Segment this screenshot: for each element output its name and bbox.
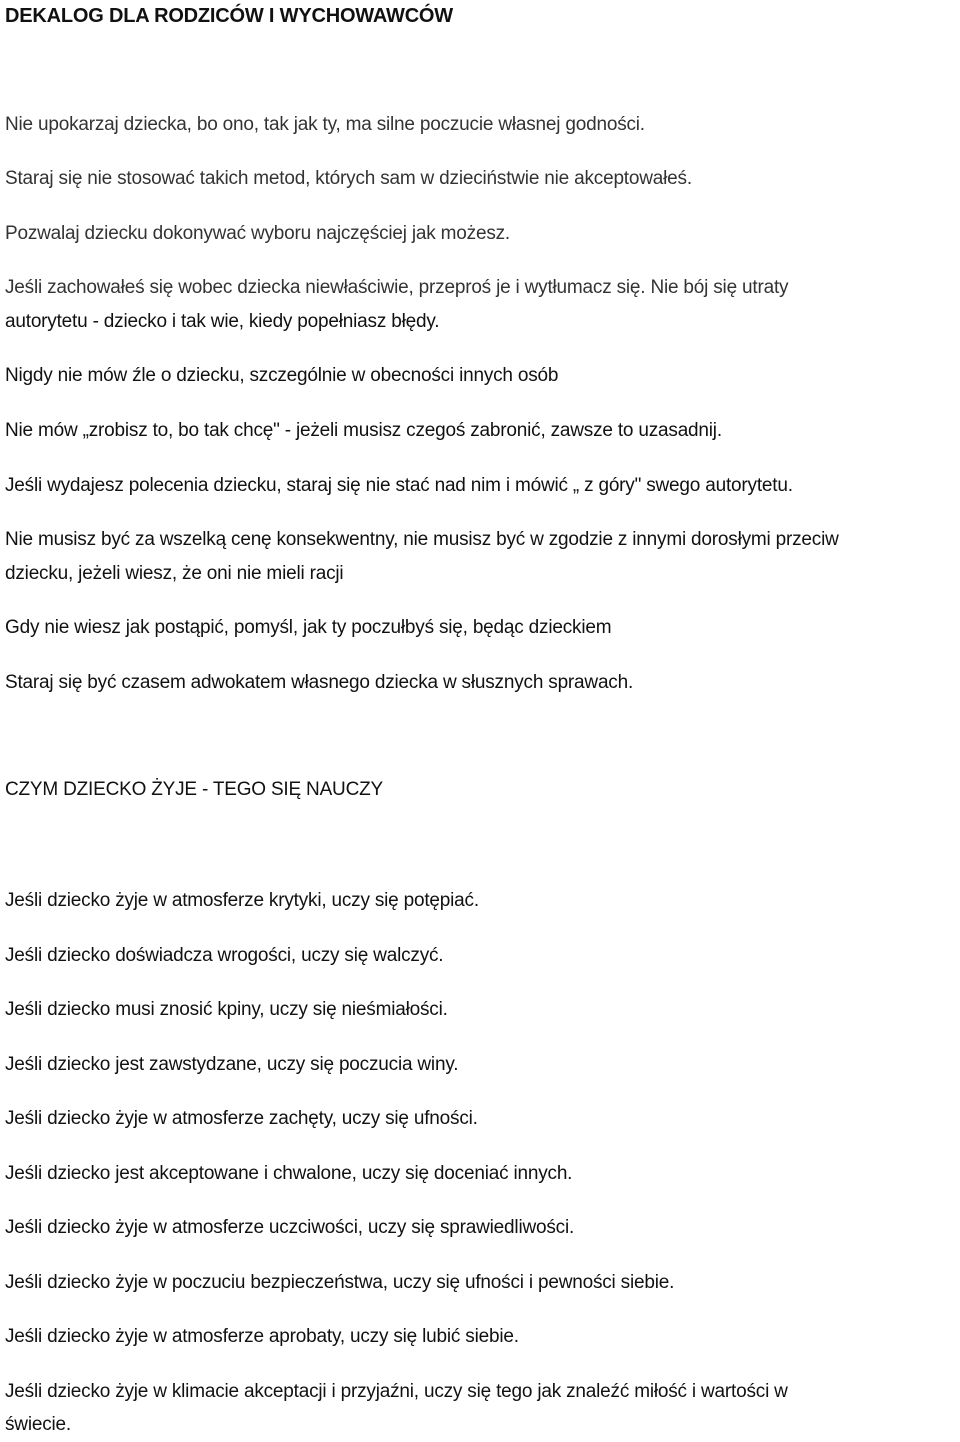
rule-line: Nigdy nie mów źle o dziecku, szczególnie w obecności innych osób <box>5 365 559 386</box>
rule-line: Jeśli zachowałeś się wobec dziecka niewłaściwie, przeproś je i wytłumacz się. Nie bój się utraty <box>5 277 789 298</box>
rule-line: Staraj się być czasem adwokatem własnego dziecka w słusznych sprawach. <box>5 672 634 693</box>
rule-line: Nie upokarzaj dziecka, bo ono, tak jak ty, ma silne poczucie własnej godności. <box>5 114 645 135</box>
saying-line: Jeśli dziecko żyje w atmosferze zachęty, uczy się ufności. <box>5 1108 478 1129</box>
saying-line: Jeśli dziecko żyje w atmosferze krytyki, uczy się potępiać. <box>5 890 479 911</box>
rule-line: Nie musisz być za wszelką cenę konsekwentny, nie musisz być w zgodzie z innymi dorosłymi przeciw <box>5 529 839 550</box>
saying-line: Jeśli dziecko musi znosić kpiny, uczy się nieśmiałości. <box>5 999 448 1020</box>
saying-line: Jeśli dziecko doświadcza wrogości, uczy się walczyć. <box>5 945 444 966</box>
saying-line: świecie. <box>5 1414 71 1435</box>
saying-line: Jeśli dziecko jest zawstydzane, uczy się poczucia winy. <box>5 1054 459 1075</box>
rule-line: autorytetu - dziecko i tak wie, kiedy popełniasz błędy. <box>5 311 440 332</box>
rule-line: dziecku, jeżeli wiesz, że oni nie mieli racji <box>5 563 344 584</box>
saying-line: Jeśli dziecko żyje w poczuciu bezpieczeństwa, uczy się ufności i pewności siebie. <box>5 1272 675 1293</box>
section-subtitle: CZYM DZIECKO ŻYJE - TEGO SIĘ NAUCZY <box>5 779 383 800</box>
rule-line: Nie mów „zrobisz to, bo tak chcę" - jeżeli musisz czegoś zabronić, zawsze to uzasadnij. <box>5 420 722 441</box>
rule-line: Gdy nie wiesz jak postąpić, pomyśl, jak ty poczułbyś się, będąc dzieckiem <box>5 617 612 638</box>
saying-line: Jeśli dziecko żyje w atmosferze aprobaty, uczy się lubić siebie. <box>5 1326 519 1347</box>
rule-line: Jeśli wydajesz polecenia dziecku, staraj się nie stać nad nim i mówić „ z góry" swego autorytetu. <box>5 475 793 496</box>
rule-line: Pozwalaj dziecku dokonywać wyboru najczęściej jak możesz. <box>5 223 510 244</box>
rule-line: Staraj się nie stosować takich metod, których sam w dzieciństwie nie akceptowałeś. <box>5 168 692 189</box>
saying-line: Jeśli dziecko żyje w atmosferze uczciwości, uczy się sprawiedliwości. <box>5 1217 575 1238</box>
saying-line: Jeśli dziecko żyje w klimacie akceptacji i przyjaźni, uczy się tego jak znaleźć miłość i wartości w <box>5 1381 788 1402</box>
document-title: DEKALOG DLA RODZICÓW I WYCHOWAWCÓW <box>5 5 453 27</box>
saying-line: Jeśli dziecko jest akceptowane i chwalone, uczy się doceniać innych. <box>5 1163 573 1184</box>
